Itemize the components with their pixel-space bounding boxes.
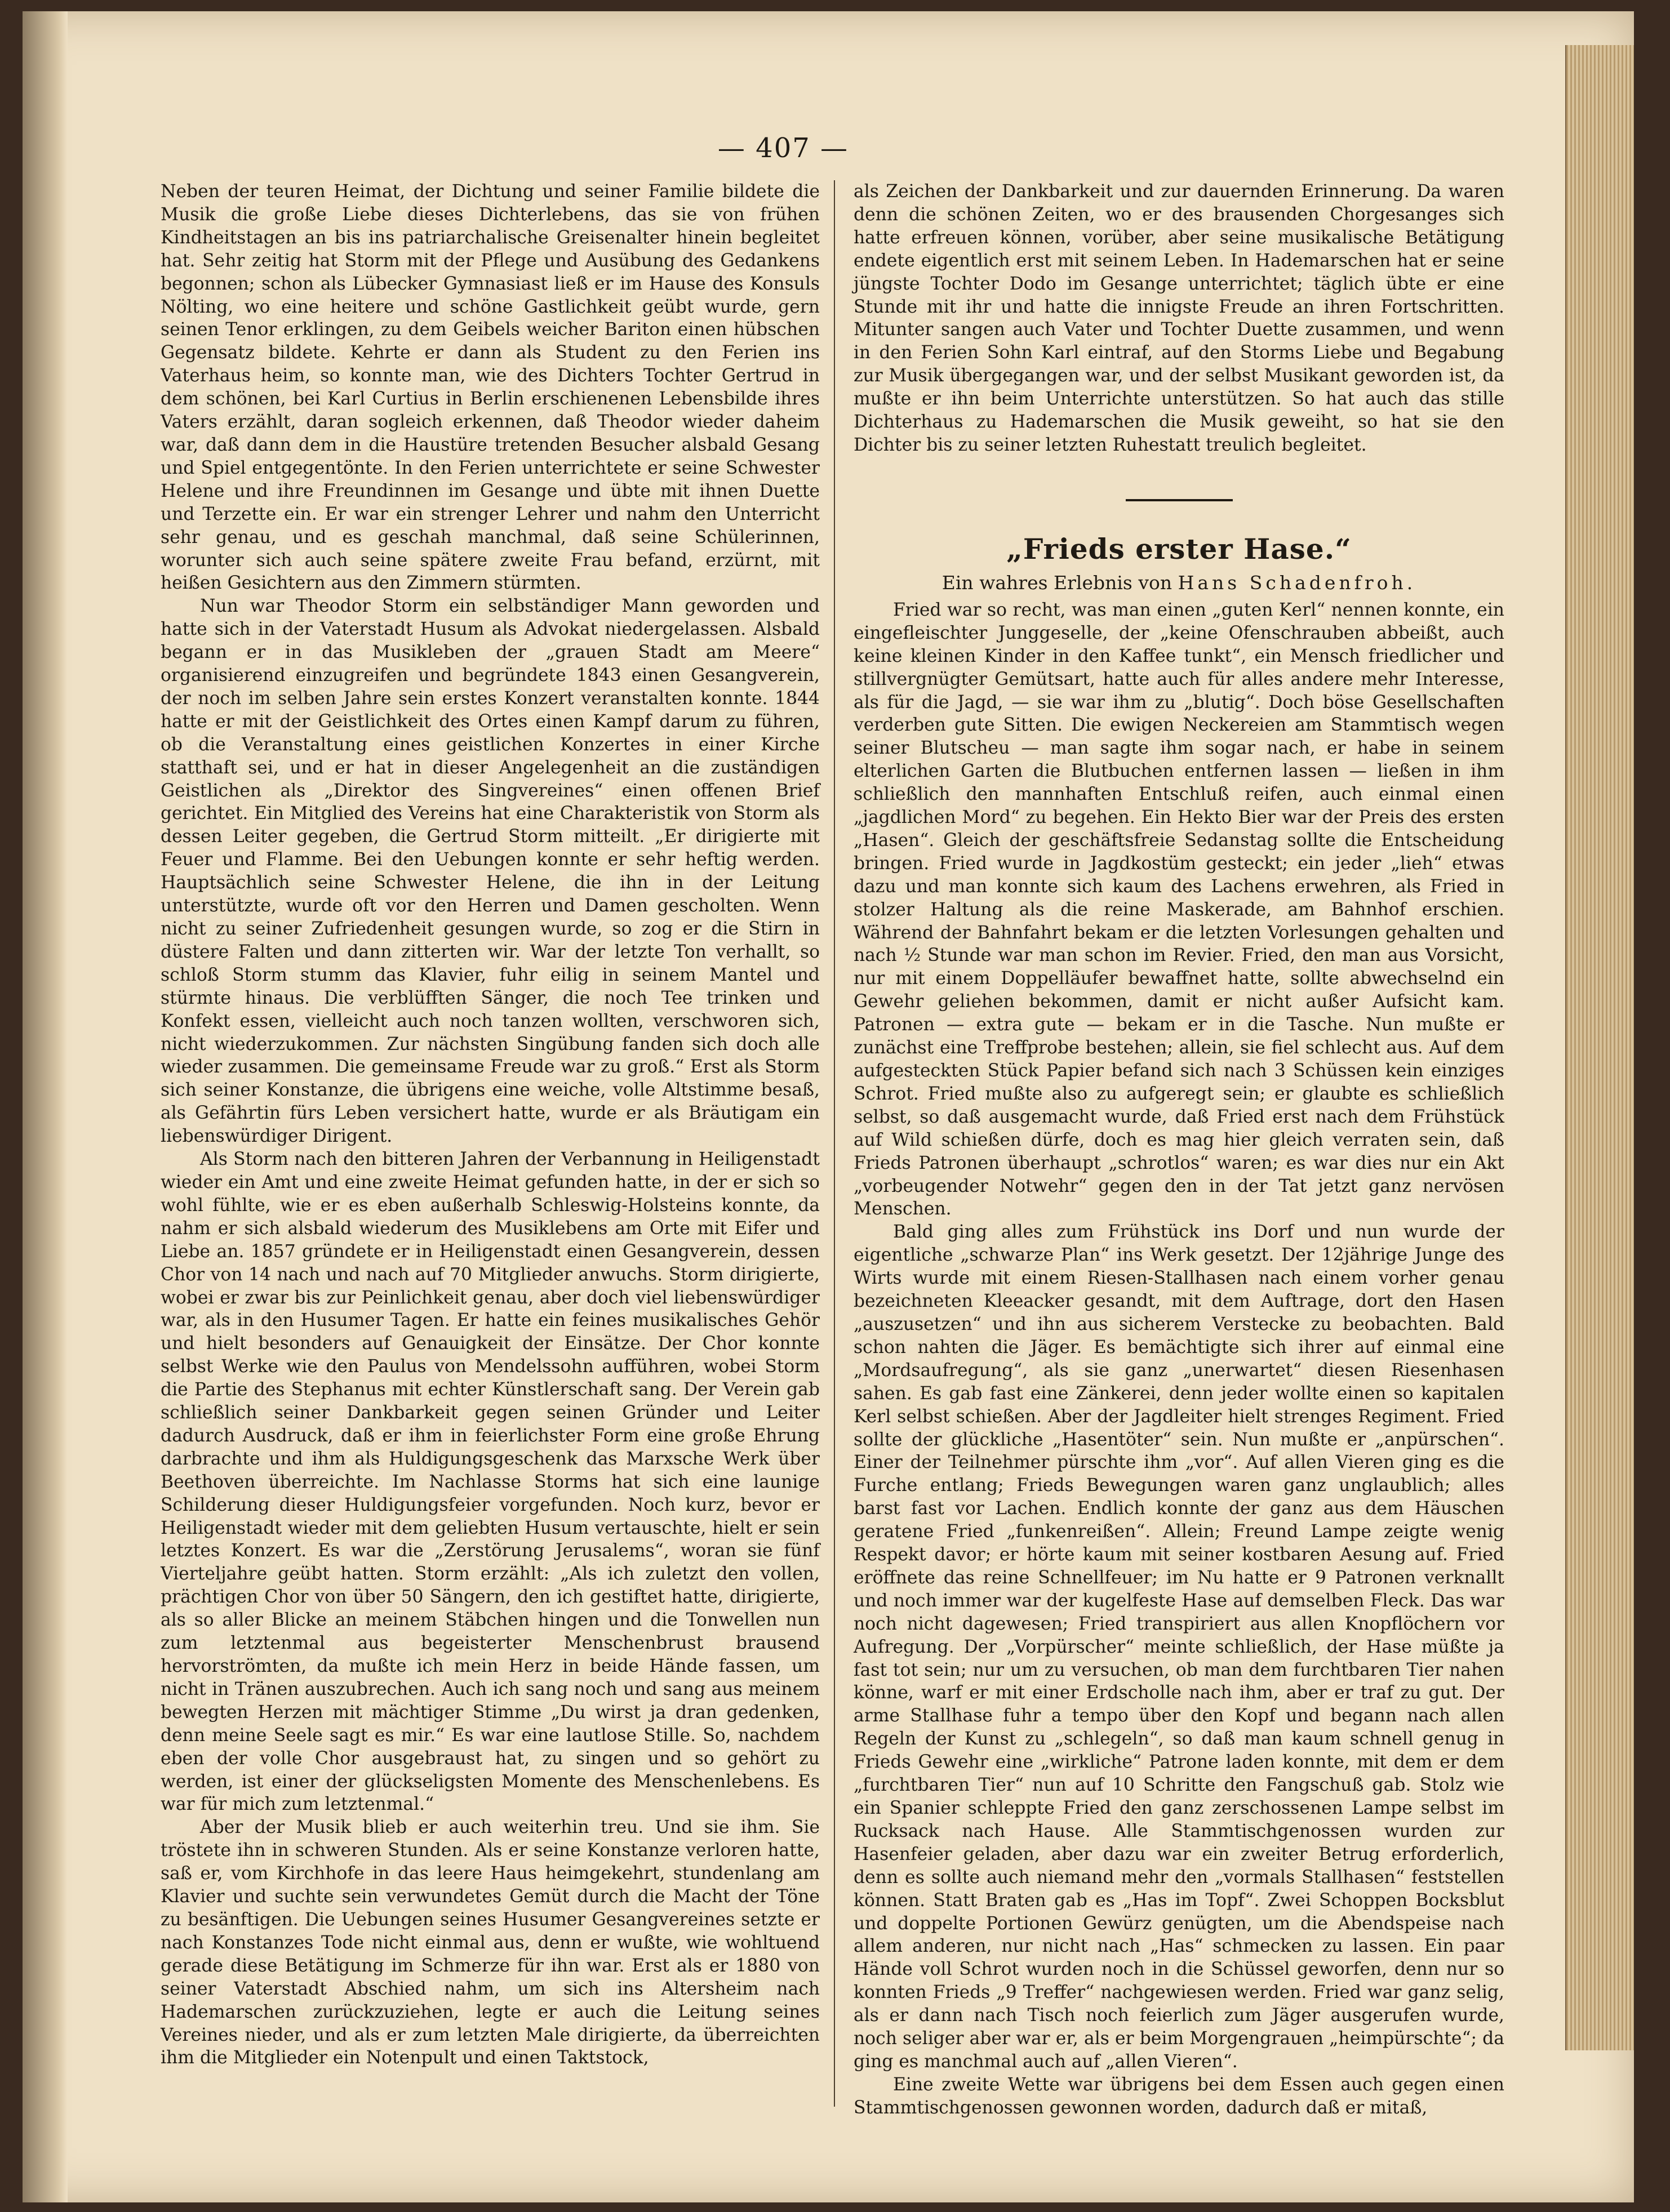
section-separator (1126, 499, 1233, 501)
story-author: Hans Schadenfroh. (1178, 571, 1416, 594)
page-number: — 407 — (717, 132, 849, 164)
story-paragraph: Fried war so recht, was man einen „guten Kerl“ nennen konnte, ein eingefleischter Junggeselle, der „keine Ofenschrauben abbeißt, auch keine kleinen Kinder in den Kaffee tunkt“, ein Mensch friedlicher und stillvergnügter Gemütsart, hatte auch für alles andere mehr Interesse, als für die Jagd, — sie war ihm zu „blutig“. Doch böse Gesellschaften verderben gute Sitten. Die ewigen Neckereien am Stammtisch wegen seiner Blutscheu — man sagte ihm sogar nach, er habe in seinem elterlichen Garten die Blutbuchen entfernen lassen — ließen in ihm schließlich den mannhaften Entschluß reifen, auch einmal einen „jagdlichen Mord“ zu begehen. Ein Hekto Bier war der Preis des ersten „Hasen“. Gleich der geschäftsfreie Sedanstag sollte die Entscheidung bringen. Fried wurde in Jagdkostüm gesteckt; ein jeder „lieh“ etwas dazu und man konnte sich kaum des Lachens erwehren, als Fried in stolzer Haltung als die reine Maskerade, am Bahnhof erschien. Während der Bahnfahrt bekam er die letzten Vorlesungen gehalten und nach ½ Stunde war man schon im Revier. Fried, den man aus Vorsicht, nur mit einem Doppelläufer bewaffnet hatte, sollte abwechselnd ein Gewehr geliehen bekommen, damit er nicht außer Aufsicht kam. Patronen — extra gute — bekam er in die Tasche. Nun mußte er zunächst eine Treffprobe bestehen; allein, sie fiel schlecht aus. Auf dem aufgesteckten Stück Papier befand sich nach 3 Schüssen kein einziges Schrot. Fried mußte also zu aufgeregt sein; er glaubte es schließlich selbst, so daß ausgemacht wurde, daß Fried erst nach dem Frühstück auf Wild schießen dürfe, doch es mag hier gleich verraten sein, daß Frieds Patronen überhaupt „schrotlos“ waren; es war dies nur ein Akt „vorbeugender Notwehr“ gegen den in der Tat jetzt ganz nervösen Menschen. (854, 599, 1504, 1220)
story-subtitle (854, 571, 1504, 595)
book-gutter (23, 11, 68, 2202)
article-paragraph: Neben der teuren Heimat, der Dichtung und seiner Familie bildete die Musik die große Liebe dieses Dichterlebens, das sie von frühen Kindheitstagen an bis ins patriarchalische Greisenalter hinein begleitet hat. Sehr zeitig hat Storm mit der Pflege und Ausübung des Gedankens begonnen; schon als Lübecker Gymnasiast ließ er im Hause des Konsuls Nölting, wo eine heitere und schöne Gastlichkeit geübt wurde, gern seinen Tenor erklingen, zu dem Geibels weicher Bariton einen hübschen Gegensatz bildete. Kehrte er dann als Student zu den Ferien ins Vaterhaus heim, so konnte man, wie des Dichters Tochter Gertrud in dem schönen, bei Karl Curtius in Berlin erschienenen Lebensbilde ihres Vaters erzählt, daran sogleich erkennen, daß Theodor wieder daheim war, daß dann dem in die Haustüre tretenden Besucher alsbald Gesang und Spiel entgegentönte. In den Ferien unterrichtete er seine Schwester Helene und ihre Freundinnen im Gesange und übte mit ihnen Duette und Terzette ein. Er war ein strenger Lehrer und nahm den Unterricht sehr genau, und es geschah manchmal, daß seine Schülerinnen, worunter sich auch seine spätere zweite Frau befand, erzürnt, mit heißen Gesichtern aus den Zimmern stürmten. (161, 181, 820, 594)
column-divider (834, 180, 835, 2107)
left-column (161, 180, 820, 2069)
article-paragraph: Als Storm nach den bitteren Jahren der Verbannung in Heiligenstadt wieder ein Amt und eine zweite Heimat gefunden hatte, in der er sich so wohl fühlte, wie er es eben außerhalb Schleswig-Holsteins konnte, da nahm er sich alsbald wiederum des Musiklebens am Orte mit Eifer und Liebe an. 1857 gründete er in Heiligenstadt einen Gesangverein, dessen Chor von 14 nach und nach auf 70 Mitglieder anwuchs. Storm dirigierte, wobei er zwar bis zur Peinlichkeit genau, aber doch viel liebenswürdiger war, als in den Husumer Tagen. Er hatte ein feines musikalisches Gehör und hielt besonders auf Genauigkeit der Einsätze. Der Chor konnte selbst Werke wie den Paulus von Mendelssohn aufführen, wobei Storm die Partie des Stephanus mit echter Künstlerschaft sang. Der Verein gab schließlich seiner Dankbarkeit gegen seinen Gründer und Leiter dadurch Ausdruck, daß er ihm in feierlichster Form eine große Ehrung darbrachte und ihm als Huldigungsgeschenk das Marxsche Werk über Beethoven überreichte. Im Nachlasse Storms hat sich eine launige Schilderung dieser Huldigungsfeier vorgefunden. Noch kurz, bevor er Heiligenstadt wieder mit dem geliebten Husum vertauschte, hielt er sein letztes Konzert. Es war die „Zerstörung Jerusalems“, woran sie fünf Vierteljahre geübt hatten. Storm erzählt: „Als ich zuletzt den vollen, prächtigen Chor von über 50 Sängern, den ich gestiftet hatte, dirigierte, als so aller Blicke an meinem Stäbchen hingen und die Tonwellen nun zum letztenmal aus begeisterter Menschenbrust brausend hervorströmten, da mußte ich mein Herz in beide Hände fassen, um nicht in Tränen auszubrechen. Auch ich sang noch und sang aus meinem bewegten Herzen mit mächtiger Stimme „Du wirst ja dran gedenken, denn meine Seele sagt es mir.“ Es war eine lautlose Stille. So, nachdem eben der volle Chor ausgebraust hat, zu singen und so gehört zu werden, ist einer der glückseligsten Momente des Menschenlebens. Es war für mich zum letztenmal.“ (161, 1149, 820, 1815)
article-continuation: als Zeichen der Dankbarkeit und zur dauernden Erinnerung. Da waren denn die schönen Zeiten, wo er des brausenden Chorgesanges sich hatte erfreuen können, vorüber, aber seine musikalische Betätigung endete eigentlich erst mit seinem Leben. In Hademarschen hat er seine jüngste Tochter Dodo im Gesange unterrichtet; täglich übte er eine Stunde mit ihr und hatte die innigste Freude an ihren Fortschritten. Mitunter sangen auch Vater und Tochter Duette zusammen, und wenn in den Ferien Sohn Karl eintraf, auf den Storms Liebe und Begabung zur Musik übergegangen war, und der selbst Musikant geworden ist, da mußte er ihn beim Unterrichte unterstützen. So hat auch das stille Dichterhaus zu Hademarschen die Musik geweiht, so hat sie den Dichter bis zu seiner letzten Ruhestatt treulich begleitet. (854, 181, 1504, 455)
story-paragraph: Bald ging alles zum Frühstück ins Dorf und nun wurde der eigentliche „schwarze Plan“ ins Werk gesetzt. Der 12jährige Junge des Wirts wurde mit einem Riesen-Stallhasen nach einem vorher genau bezeichneten Kleeacker gesandt, mit dem Auftrage, dort den Hasen „auszusetzen“ und ihn aus sicherem Verstecke zu beobachten. Bald schon nahten die Jäger. Es bemächtigte sich ihrer auf einmal eine „Mordsaufregung“, als sie ganz „unerwartet“ diesen Riesenhasen sahen. Es gab fast eine Zänkerei, denn jeder wollte einen so kapitalen Kerl selbst schießen. Aber der Jagdleiter hielt strenges Regiment. Fried sollte der glückliche „Hasentöter“ sein. Nun mußte er „anpürschen“. Einer der Teilnehmer pürschte ihm „vor“. Auf allen Vieren ging es die Furche entlang; Frieds Bewegungen waren ganz unglaublich; alles barst fast vor Lachen. Endlich konnte der ganz aus dem Häuschen geratene Fried „funkenreißen“. Allein; Freund Lampe zeigte wenig Respekt davor; er hörte kaum mit seiner kostbaren Aesung auf. Fried eröffnete das reine Schnellfeuer; im Nu hatte er 9 Patronen verknallt und noch immer war der kugelfeste Hase auf demselben Fleck. Das war noch nicht dagewesen; Fried transpiriert aus allen Knopflöchern vor Aufregung. Der „Vorpürscher“ meinte schließlich, der Hase müßte ja fast tot sein; nur um zu versuchen, ob man dem furchtbaren Tier nahen könne, warf er mit einer Erdscholle nach ihm, aber er traf zu gut. Der arme Stallhase fuhr a tempo über den Kopf und begann nach allen Regeln der Kunst zu „schlegeln“, so daß man kaum schnell genug in Frieds Gewehr eine „wirkliche“ Patrone laden konnte, mit dem er dem „furchtbaren Tier“ nun auf 10 Schritte den Fangschuß gab. Stolz wie ein Spanier schleppte Fried den ganz zerschossenen Lampe selbst im Rucksack nach Hause. Alle Stammtischgenossen wurden zur Hasenfeier geladen, aber dazu war ein zweiter Betrug erforderlich, denn es sollte auch niemand mehr den „vormals Stallhasen“ feststellen können. Statt Braten gab es „Has im Topf“. Zwei Schoppen Bocksblut und doppelte Portionen Gewürz genügten, um die Abendspeise nach allem anderen, nur nicht nach „Has“ schmecken zu lassen. Ein paar Hände voll Schrot wurden noch in die Schüssel geworfen, denn nur so konnten Frieds „9 Treffer“ nachgewiesen werden. Fried war ganz selig, als er dann nach Tisch noch feierlich zum Jäger ausgerufen wurde, noch seliger aber war er, als er beim Morgengrauen „heimpürschte“; da ging es manchmal auch auf „allen Vieren“. (854, 1222, 1504, 2072)
subtitle-prefix: Ein wahres Erlebnis von (941, 571, 1178, 594)
story-title: „Frieds erster Hase.“ (1006, 532, 1352, 566)
article-paragraph: Nun war Theodor Storm ein selbständiger Mann geworden und hatte sich in der Vaterstadt Husum als Advokat niedergelassen. Alsbald begann er in das Musikleben der „grauen Stadt am Meere“ organisierend einzugreifen und begründete 1843 einen Gesangverein, der noch im selben Jahre sein erstes Konzert veranstalten konnte. 1844 hatte er mit der Geistlichkeit des Ortes einen Kampf darum zu führen, ob die Veranstaltung eines geistlichen Konzertes in einer Kirche statthaft sei, und er hat in dieser Angelegenheit an die zuständigen Geistlichen als „Direktor des Singvereines“ einen offenen Brief gerichtet. Ein Mitglied des Vereins hat eine Charakteristik von Storm als dessen Leiter gegeben, die Gertrud Storm mitteilt. „Er dirigierte mit Feuer und Flamme. Bei den Uebungen konnte er sehr heftig werden. Hauptsächlich seine Schwester Helene, die ihn in der Leitung unterstützte, wurde oft vor den Herren und Damen gescholten. Wenn nicht zu seiner Zufriedenheit gesungen wurde, so zog er die Stirn in düstere Falten und dann zitterten wir. War der letzte Ton verhallt, so schloß Storm stumm das Klavier, fuhr eilig in seinem Mantel und stürmte hinaus. Die verblüfften Sänger, die noch Tee trinken und Konfekt essen, vielleicht auch noch tanzen wollten, verschworen sich, nicht wiederzukommen. Zur nächsten Singübung fanden sich doch alle wieder zusammen. Die gemeinsame Freude war zu groß.“ Erst als Storm sich seiner Konstanze, die übrigens eine weiche, volle Altstimme besaß, als Gefährtin fürs Leben versichert hatte, wurde er als Bräutigam ein liebenswürdiger Dirigent. (161, 596, 820, 1147)
right-column (854, 180, 1504, 2120)
story-paragraph: Eine zweite Wette war übrigens bei dem Essen auch gegen einen Stammtischgenossen gewonnen worden, dadurch daß er mitaß, (854, 2074, 1504, 2118)
newspaper-page (23, 11, 1634, 2202)
article-paragraph: Aber der Musik blieb er auch weiterhin treu. Und sie ihm. Sie tröstete ihn in schweren Stunden. Als er seine Konstanze verloren hatte, saß er, vom Kirchhofe in das leere Haus heimgekehrt, stundenlang am Klavier und suchte sein verwundetes Gemüt durch die Macht der Töne zu besänftigen. Die Uebungen seines Husumer Gesangvereines setzte er nach Konstanzes Tode nicht einmal aus, denn er wußte, wie wohltuend gerade diese Betätigung im Schmerze für ihn war. Erst als er 1880 von seiner Vaterstadt Abschied nahm, um sich ins Altersheim nach Hademarschen zurückzuziehen, legte er auch die Leitung seines Vereines nieder, und als er zum letzten Male dirigierte, da überreichten ihm die Mitglieder ein Notenpult und einen Taktstock, (161, 1817, 820, 2068)
page-edges (1565, 45, 1634, 2050)
